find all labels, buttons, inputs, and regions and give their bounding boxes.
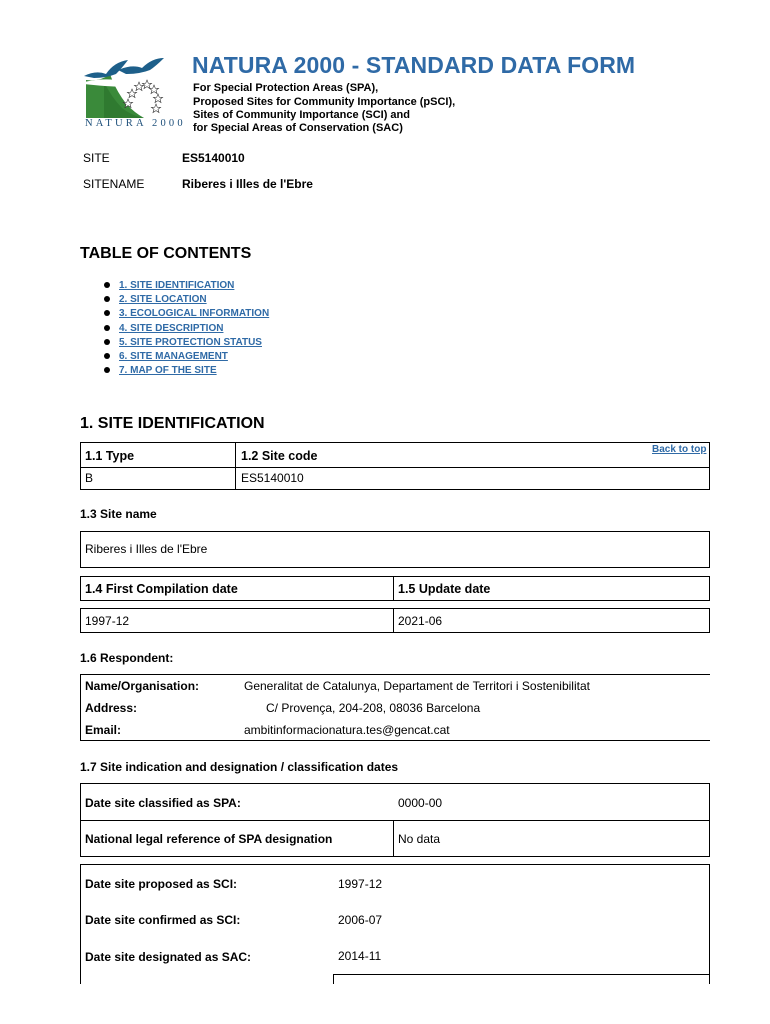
toc-link-site-protection-status[interactable]: 5. SITE PROTECTION STATUS <box>119 336 262 348</box>
toc-item <box>103 336 269 350</box>
site-label: SITE <box>83 151 110 165</box>
section-1-heading: 1. SITE IDENTIFICATION <box>80 415 265 432</box>
toc-item <box>103 350 269 364</box>
toc-link-map-of-the-site[interactable]: 7. MAP OF THE SITE <box>119 365 217 377</box>
toc-item <box>103 307 269 321</box>
update-date-label: 1.5 Update date <box>398 582 491 596</box>
toc-item <box>103 322 269 336</box>
type-label: 1.1 Type <box>85 449 135 463</box>
subtitle-line-2: Proposed Sites for Community Importance (pSCI), <box>193 96 456 108</box>
type-value: B <box>85 471 94 485</box>
natura-logo-wordmark: NATURA 2000 <box>85 118 186 129</box>
respondent-email-value: ambitinformacionatura.tes@gencat.cat <box>244 723 450 737</box>
toc-link-site-description[interactable]: 4. SITE DESCRIPTION <box>119 322 224 334</box>
sci-confirmed-value: 2006-07 <box>338 913 383 927</box>
respondent-label: 1.6 Respondent: <box>80 651 174 665</box>
spa-legal-reference-label: National legal reference of SPA designation <box>85 832 333 846</box>
toc-link-site-management[interactable]: 6. SITE MANAGEMENT <box>119 350 228 362</box>
site-name-label: 1.3 Site name <box>80 507 157 521</box>
respondent-name-value: Generalitat de Catalunya, Departament de Territori i Sostenibilitat <box>244 679 590 693</box>
respondent-address-value: C/ Provença, 204-208, 08036 Barcelona <box>266 701 481 715</box>
toc-item <box>103 293 269 307</box>
toc-item <box>103 279 269 293</box>
sitename-value: Riberes i Illes de l'Ebre <box>182 177 313 191</box>
spa-classified-value: 0000-00 <box>398 796 443 810</box>
first-compilation-value: 1997-12 <box>85 614 130 628</box>
site-code-label: 1.2 Site code <box>241 449 318 463</box>
toc-link-site-location[interactable]: 2. SITE LOCATION <box>119 294 207 306</box>
natura2000-logo <box>82 52 186 134</box>
dates-values-box <box>80 608 710 633</box>
toc-link-site-identification[interactable]: 1. SITE IDENTIFICATION <box>119 280 235 291</box>
site-value: ES5140010 <box>182 151 245 165</box>
respondent-address-label: Address: <box>85 701 138 715</box>
page-title: NATURA 2000 - STANDARD DATA FORM <box>192 52 636 78</box>
type-code-table <box>80 442 710 490</box>
sac-designated-label: Date site designated as SAC: <box>85 950 252 964</box>
toc-link-ecological-information[interactable]: 3. ECOLOGICAL INFORMATION <box>119 308 270 320</box>
respondent-name-label: Name/Organisation: <box>85 679 200 693</box>
subtitle-line-4: for Special Areas of Conservation (SAC) <box>193 122 403 134</box>
toc-list <box>103 279 269 378</box>
subtitle-line-1: For Special Protection Areas (SPA), <box>193 82 379 94</box>
designation-dates-label: 1.7 Site indication and designation / classification dates <box>80 760 399 774</box>
sci-confirmed-label: Date site confirmed as SCI: <box>85 913 241 927</box>
site-name-value: Riberes i Illes de l'Ebre <box>85 542 208 556</box>
subtitle-line-3: Sites of Community Importance (SCI) and <box>193 109 410 121</box>
site-code-value: ES5140010 <box>241 471 304 485</box>
first-compilation-label: 1.4 First Compilation date <box>85 582 238 596</box>
respondent-email-label: Email: <box>85 723 122 737</box>
sac-designated-value: 2014-11 <box>338 949 382 963</box>
sitename-label: SITENAME <box>83 177 145 191</box>
back-to-top-link[interactable]: Back to top <box>652 444 707 455</box>
toc-item <box>103 364 269 378</box>
sci-proposed-label: Date site proposed as SCI: <box>85 877 238 891</box>
spa-classified-label: Date site classified as SPA: <box>85 796 241 810</box>
update-date-value: 2021-06 <box>398 614 443 628</box>
sci-proposed-value: 1997-12 <box>338 877 383 891</box>
toc-heading: TABLE OF CONTENTS <box>80 245 252 262</box>
spa-legal-reference-value: No data <box>398 832 441 846</box>
